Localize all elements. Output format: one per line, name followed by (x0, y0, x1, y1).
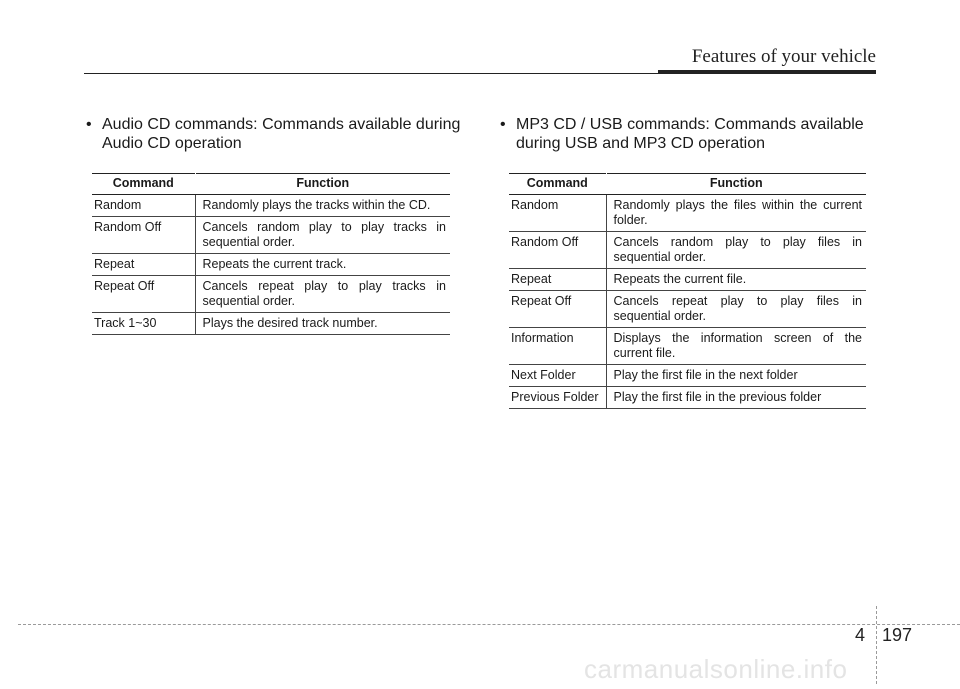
command-cell: Track 1~30 (92, 313, 195, 335)
function-cell: Randomly plays the tracks within the CD. (195, 195, 450, 217)
column-header-function: Function (195, 174, 450, 195)
table-header-row (92, 174, 450, 195)
function-cell: Cancels random play to play tracks in sequential order. (195, 217, 450, 254)
function-cell: Repeats the current file. (606, 269, 866, 291)
command-cell: Repeat Off (509, 291, 606, 328)
audio-cd-heading-text: Audio CD commands: Commands available during Audio CD operation (102, 116, 461, 152)
mp3-usb-heading-text: MP3 CD / USB commands: Commands available during USB and MP3 CD operation (516, 116, 864, 152)
command-cell: Repeat (509, 269, 606, 291)
table-row (509, 387, 866, 409)
table-header-row (509, 174, 866, 195)
table-row (509, 365, 866, 387)
table-row (92, 313, 450, 335)
command-cell: Repeat (92, 254, 195, 276)
table-row (92, 217, 450, 254)
audio-cd-command-table (92, 173, 450, 335)
command-cell: Random (509, 195, 606, 232)
table-row (509, 328, 866, 365)
function-cell: Play the first file in the next folder (606, 365, 866, 387)
mp3-usb-heading (500, 115, 880, 153)
table-row (92, 276, 450, 313)
watermark: carmanualsonline.info (584, 654, 848, 684)
function-cell: Repeats the current track. (195, 254, 450, 276)
page-number: 197 (882, 625, 913, 645)
function-cell: Plays the desired track number. (195, 313, 450, 335)
function-cell: Randomly plays the files within the current folder. (606, 195, 866, 232)
command-cell: Next Folder (509, 365, 606, 387)
column-header-function: Function (606, 174, 866, 195)
command-cell: Random (92, 195, 195, 217)
table-row (92, 195, 450, 217)
command-cell: Previous Folder (509, 387, 606, 409)
footer-rule (18, 624, 960, 625)
command-cell: Random Off (92, 217, 195, 254)
table-row (509, 269, 866, 291)
bullet-icon: • (500, 116, 506, 133)
audio-cd-heading (86, 115, 464, 153)
bullet-icon: • (86, 116, 92, 133)
header-accent-rule (658, 70, 876, 74)
command-cell: Repeat Off (92, 276, 195, 313)
mp3-usb-command-table (509, 173, 866, 409)
function-cell: Play the first file in the previous folder (606, 387, 866, 409)
function-cell: Cancels repeat play to play tracks in sequential order. (195, 276, 450, 313)
footer-divider (876, 606, 877, 684)
table-row (92, 254, 450, 276)
chapter-number: 4 (855, 625, 866, 645)
table-row (509, 291, 866, 328)
page-header-title: Features of your vehicle (691, 46, 876, 67)
function-cell: Cancels repeat play to play files in sequential order. (606, 291, 866, 328)
command-cell: Random Off (509, 232, 606, 269)
function-cell: Displays the information screen of the current file. (606, 328, 866, 365)
column-header-command: Command (92, 174, 195, 195)
function-cell: Cancels random play to play files in sequential order. (606, 232, 866, 269)
table-row (509, 232, 866, 269)
column-header-command: Command (509, 174, 606, 195)
table-row (509, 195, 866, 232)
command-cell: Information (509, 328, 606, 365)
